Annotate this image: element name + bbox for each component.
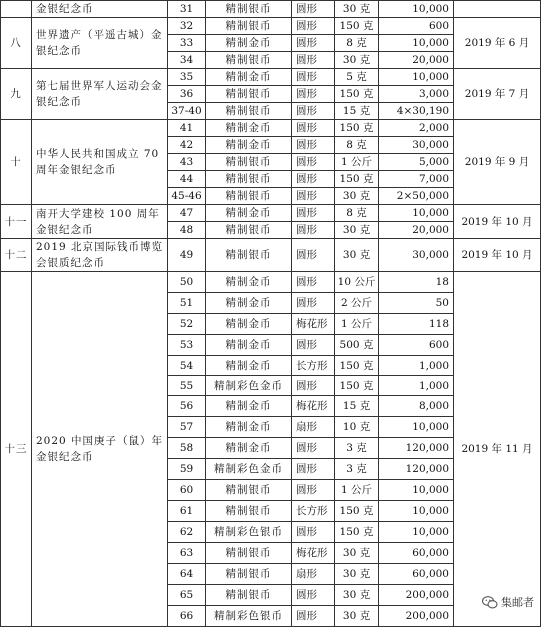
coin-material: 精制银币	[206, 188, 292, 205]
item-number: 41	[168, 120, 206, 137]
coin-shape: 圆形	[292, 154, 335, 171]
coin-material: 精制银币	[206, 154, 292, 171]
coin-shape: 梅花形	[292, 314, 335, 335]
item-number: 61	[168, 501, 206, 522]
coin-shape: 圆形	[292, 69, 335, 86]
coin-material: 精制彩色金币	[206, 376, 292, 396]
coin-material: 精制银币	[206, 222, 292, 239]
coin-series-name: 金银纪念币	[32, 1, 168, 18]
item-number: 37-40	[168, 103, 206, 120]
mintage-quantity: 20,000	[379, 222, 454, 239]
item-number: 54	[168, 356, 206, 376]
mintage-quantity: 7,000	[379, 171, 454, 188]
coin-weight: 15 克	[335, 396, 379, 417]
coin-shape: 圆形	[292, 120, 335, 137]
coin-weight: 1 公斤	[335, 480, 379, 501]
mintage-quantity: 118	[379, 314, 454, 335]
coin-material: 精制金币	[206, 396, 292, 417]
item-number: 31	[168, 1, 206, 18]
coin-weight: 5 克	[335, 69, 379, 86]
item-number: 52	[168, 314, 206, 335]
item-number: 42	[168, 137, 206, 154]
item-number: 49	[168, 239, 206, 272]
coin-shape: 梅花形	[292, 396, 335, 417]
coin-weight: 500 克	[335, 335, 379, 356]
coin-weight: 3 克	[335, 438, 379, 459]
coin-material: 精制金币	[206, 335, 292, 356]
mintage-quantity: 10,000	[379, 522, 454, 543]
coin-material: 精制彩色银币	[206, 522, 292, 543]
item-number: 57	[168, 417, 206, 438]
coin-weight: 30 克	[335, 239, 379, 272]
coin-shape: 圆形	[292, 459, 335, 480]
coin-material: 精制银币	[206, 239, 292, 272]
coin-weight: 8 克	[335, 205, 379, 222]
item-number: 45-46	[168, 188, 206, 205]
coin-shape: 圆形	[292, 137, 335, 154]
coin-shape: 圆形	[292, 222, 335, 239]
item-number: 62	[168, 522, 206, 543]
mintage-quantity: 3,000	[379, 86, 454, 103]
coin-material: 精制金币	[206, 438, 292, 459]
mintage-quantity: 2×50,000	[379, 188, 454, 205]
coin-shape: 圆形	[292, 585, 335, 606]
coin-material: 精制金币	[206, 356, 292, 376]
mintage-quantity: 10,000	[379, 69, 454, 86]
coin-shape: 梅花形	[292, 543, 335, 564]
coin-shape: 圆形	[292, 205, 335, 222]
coin-shape: 扇形	[292, 564, 335, 585]
coin-weight: 10 克	[335, 417, 379, 438]
group-index: 八	[1, 18, 32, 69]
coin-shape: 圆形	[292, 86, 335, 103]
coin-series-name: 南开大学建校 100 周年金银纪念币	[32, 205, 168, 239]
coin-weight: 150 克	[335, 522, 379, 543]
mintage-quantity: 10,000	[379, 205, 454, 222]
coin-material: 精制金币	[206, 272, 292, 293]
mintage-quantity: 10,000	[379, 480, 454, 501]
mintage-quantity: 10,000	[379, 501, 454, 522]
coin-weight: 1 公斤	[335, 314, 379, 335]
coin-material: 精制银币	[206, 52, 292, 69]
mintage-quantity: 30,000	[379, 137, 454, 154]
item-number: 36	[168, 86, 206, 103]
coin-shape: 圆形	[292, 35, 335, 52]
mintage-quantity: 60,000	[379, 564, 454, 585]
coin-material: 精制银币	[206, 501, 292, 522]
item-number: 43	[168, 154, 206, 171]
mintage-quantity: 10,000	[379, 1, 454, 18]
group-index: 十	[1, 120, 32, 205]
coin-shape: 圆形	[292, 171, 335, 188]
mintage-quantity: 18	[379, 272, 454, 293]
wechat-icon	[482, 596, 498, 609]
group-index: 十一	[1, 205, 32, 239]
coin-shape: 扇形	[292, 417, 335, 438]
group-index: 九	[1, 69, 32, 120]
mintage-quantity: 10,000	[379, 35, 454, 52]
coin-material: 精制金币	[206, 120, 292, 137]
item-number: 64	[168, 564, 206, 585]
issue-date	[454, 1, 541, 18]
coin-material: 精制银币	[206, 86, 292, 103]
watermark-text: 集邮者	[501, 596, 534, 609]
mintage-quantity: 200,000	[379, 606, 454, 627]
mintage-quantity: 10,000	[379, 417, 454, 438]
item-number: 56	[168, 396, 206, 417]
coin-weight: 150 克	[335, 171, 379, 188]
table-row	[1, 205, 541, 222]
coin-series-name: 2020 中国庚子（鼠）年金银纪念币	[32, 272, 168, 627]
item-number: 33	[168, 35, 206, 52]
issue-date: 2019 年 10 月	[454, 205, 541, 239]
coin-material: 精制银币	[206, 585, 292, 606]
coin-shape: 圆形	[292, 376, 335, 396]
table-row	[1, 272, 541, 293]
coin-shape: 圆形	[292, 103, 335, 120]
item-number: 51	[168, 293, 206, 314]
coin-weight: 30 克	[335, 585, 379, 606]
coin-shape: 圆形	[292, 522, 335, 543]
coin-material: 精制金币	[206, 314, 292, 335]
mintage-quantity: 50	[379, 293, 454, 314]
coin-material: 精制金币	[206, 205, 292, 222]
coin-shape: 圆形	[292, 480, 335, 501]
coin-series-name: 2019 北京国际钱币博览会银质纪念币	[32, 239, 168, 272]
item-number: 47	[168, 205, 206, 222]
mintage-quantity: 30,000	[379, 239, 454, 272]
mintage-quantity: 120,000	[379, 438, 454, 459]
coin-weight: 3 克	[335, 459, 379, 480]
coin-weight: 30 克	[335, 222, 379, 239]
coin-weight: 1 公斤	[335, 154, 379, 171]
coin-shape: 长方形	[292, 501, 335, 522]
coin-shape: 圆形	[292, 52, 335, 69]
coin-material: 精制银币	[206, 564, 292, 585]
coin-material: 精制银币	[206, 103, 292, 120]
mintage-quantity: 4×30,190	[379, 103, 454, 120]
coin-material: 精制银币	[206, 171, 292, 188]
mintage-quantity: 600	[379, 335, 454, 356]
coin-material: 精制彩色金币	[206, 459, 292, 480]
coin-weight: 8 克	[335, 35, 379, 52]
coin-weight: 150 克	[335, 376, 379, 396]
coin-shape: 圆形	[292, 188, 335, 205]
coin-material: 精制金币	[206, 417, 292, 438]
mintage-quantity: 120,000	[379, 459, 454, 480]
table-row	[1, 239, 541, 272]
coin-material: 精制银币	[206, 543, 292, 564]
item-number: 53	[168, 335, 206, 356]
mintage-quantity: 8,000	[379, 396, 454, 417]
mintage-quantity: 5,000	[379, 154, 454, 171]
item-number: 34	[168, 52, 206, 69]
item-number: 59	[168, 459, 206, 480]
item-number: 63	[168, 543, 206, 564]
coin-shape: 圆形	[292, 272, 335, 293]
coin-weight: 10 公斤	[335, 272, 379, 293]
table-row	[1, 120, 541, 137]
coin-weight: 150 克	[335, 86, 379, 103]
item-number: 58	[168, 438, 206, 459]
coin-weight: 30 克	[335, 188, 379, 205]
item-number: 55	[168, 376, 206, 396]
coin-weight: 15 克	[335, 103, 379, 120]
group-index	[1, 1, 32, 18]
coin-material: 精制银币	[206, 18, 292, 35]
issue-date: 2019 年 7 月	[454, 69, 541, 120]
coin-shape: 圆形	[292, 335, 335, 356]
item-number: 35	[168, 69, 206, 86]
mintage-quantity: 60,000	[379, 543, 454, 564]
issue-date: 2019 年 11 月	[454, 272, 541, 627]
wechat-watermark	[479, 593, 537, 611]
coin-shape: 圆形	[292, 438, 335, 459]
coin-shape: 圆形	[292, 239, 335, 272]
coin-material: 精制金币	[206, 293, 292, 314]
coin-shape: 圆形	[292, 1, 335, 18]
coin-shape: 圆形	[292, 606, 335, 627]
coin-material: 精制金币	[206, 35, 292, 52]
coin-weight: 30 克	[335, 52, 379, 69]
group-index: 十三	[1, 272, 32, 627]
table-row	[1, 69, 541, 86]
coin-weight: 150 克	[335, 18, 379, 35]
issue-date: 2019 年 9 月	[454, 120, 541, 205]
mintage-quantity: 1,000	[379, 376, 454, 396]
mintage-quantity: 20,000	[379, 52, 454, 69]
mintage-quantity: 600	[379, 18, 454, 35]
coin-weight: 30 克	[335, 564, 379, 585]
coin-weight: 150 克	[335, 501, 379, 522]
coin-weight: 30 克	[335, 1, 379, 18]
item-number: 48	[168, 222, 206, 239]
group-index: 十二	[1, 239, 32, 272]
item-number: 44	[168, 171, 206, 188]
coin-weight: 30 克	[335, 606, 379, 627]
issue-date: 2019 年 10 月	[454, 239, 541, 272]
table-row	[1, 18, 541, 35]
mintage-quantity: 200,000	[379, 585, 454, 606]
coin-material: 精制银币	[206, 480, 292, 501]
table-row	[1, 1, 541, 18]
coin-shape: 圆形	[292, 293, 335, 314]
coin-weight: 150 克	[335, 356, 379, 376]
coin-shape: 长方形	[292, 356, 335, 376]
coin-weight: 2 公斤	[335, 293, 379, 314]
mintage-quantity: 2,000	[379, 120, 454, 137]
coin-series-name: 世界遗产（平遥古城）金银纪念币	[32, 18, 168, 69]
item-number: 66	[168, 606, 206, 627]
coin-material: 精制银币	[206, 1, 292, 18]
coin-weight: 30 克	[335, 543, 379, 564]
coin-series-name: 第七届世界军人运动会金银纪念币	[32, 69, 168, 120]
coin-shape: 圆形	[292, 18, 335, 35]
coin-weight: 150 克	[335, 120, 379, 137]
issue-date: 2019 年 6 月	[454, 18, 541, 69]
item-number: 60	[168, 480, 206, 501]
item-number: 65	[168, 585, 206, 606]
mintage-quantity: 1,000	[379, 356, 454, 376]
coin-material: 精制金币	[206, 69, 292, 86]
coin-material: 精制彩色银币	[206, 606, 292, 627]
item-number: 50	[168, 272, 206, 293]
coin-material: 精制金币	[206, 137, 292, 154]
coin-series-name: 中华人民共和国成立 70 周年金银纪念币	[32, 120, 168, 205]
item-number: 32	[168, 18, 206, 35]
coin-weight: 8 克	[335, 137, 379, 154]
